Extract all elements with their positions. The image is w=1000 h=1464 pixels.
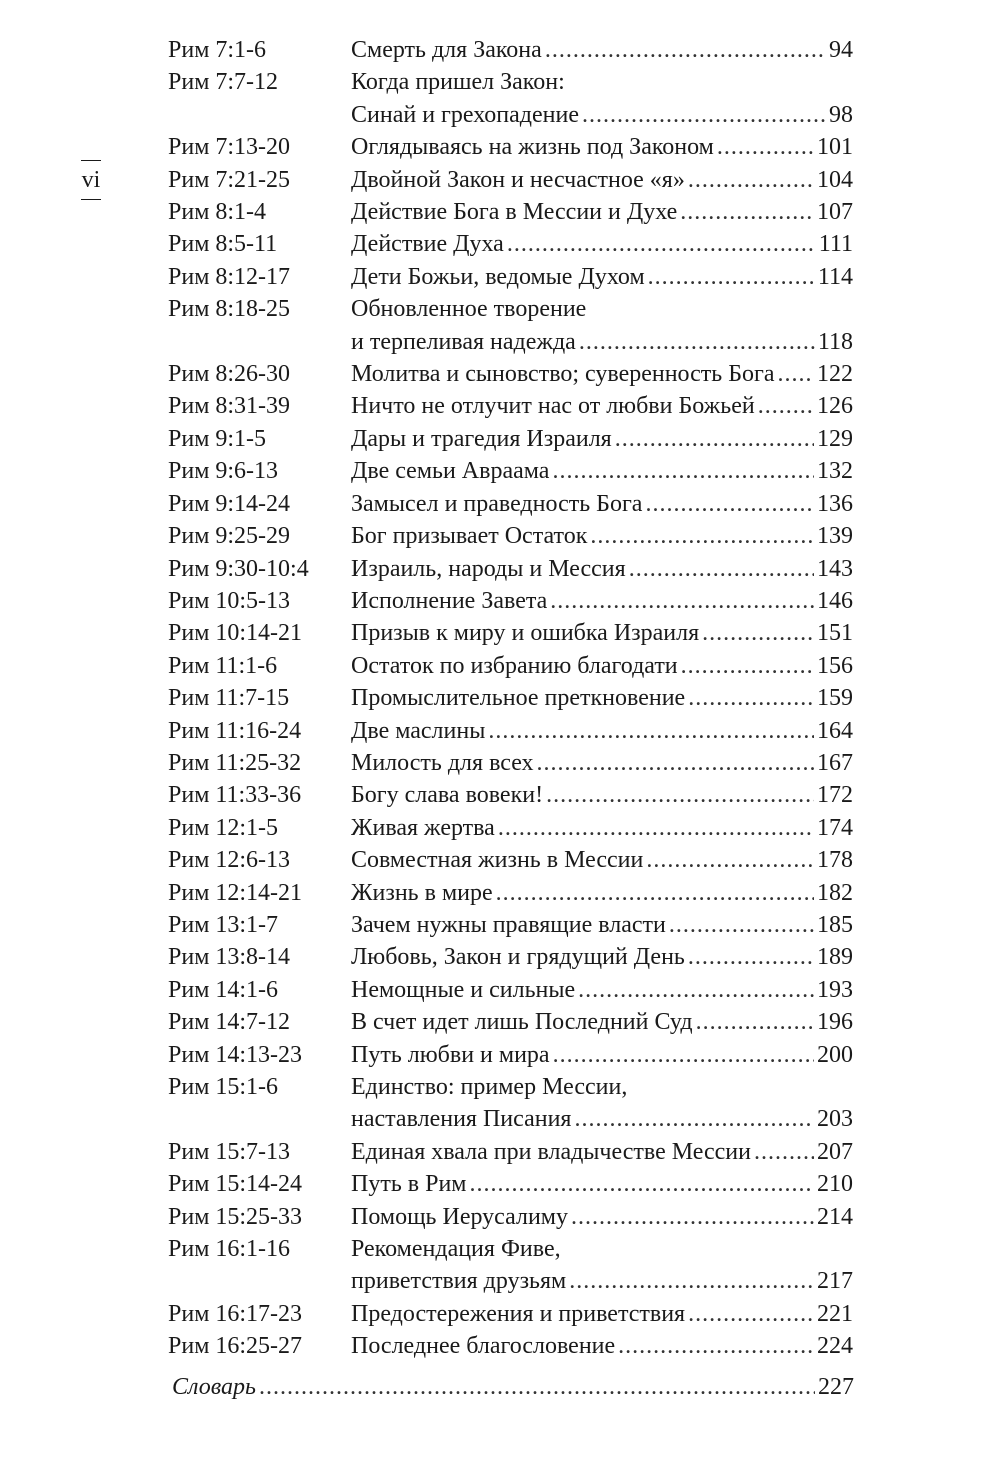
scripture-reference: Рим 15:1-6 bbox=[168, 1074, 279, 1100]
entry-page-number: 185 bbox=[817, 911, 853, 938]
entry-title-block bbox=[351, 1071, 853, 1136]
toc-entry[interactable] bbox=[168, 1006, 853, 1038]
entry-title-text: приветствия друзьям bbox=[351, 1268, 567, 1295]
scripture-reference: Рим 7:13-20 bbox=[168, 134, 291, 161]
entry-page-number: 146 bbox=[817, 587, 853, 614]
entry-title-line bbox=[351, 747, 853, 779]
entry-page-number: 159 bbox=[817, 685, 853, 712]
entry-title-block bbox=[351, 358, 853, 390]
entry-title-text: Две семьи Авраама bbox=[351, 458, 550, 485]
glossary-title: Словарь bbox=[172, 1374, 256, 1400]
scripture-reference: Рим 8:18-25 bbox=[168, 296, 291, 323]
dot-leader bbox=[615, 423, 814, 455]
entry-title-block bbox=[351, 909, 853, 941]
toc-entry[interactable] bbox=[168, 877, 853, 909]
entry-title-line bbox=[351, 585, 853, 617]
dot-leader bbox=[758, 390, 814, 422]
entry-title-line bbox=[351, 423, 853, 455]
dot-leader bbox=[754, 1136, 814, 1168]
entry-title-block bbox=[351, 812, 853, 844]
entry-title-line bbox=[351, 131, 853, 163]
entry-title-text: Последнее благословение bbox=[351, 1333, 616, 1360]
entry-page-number: 132 bbox=[817, 458, 853, 485]
entry-title-block bbox=[351, 747, 853, 779]
toc-entry[interactable] bbox=[168, 164, 853, 196]
entry-page-number: 139 bbox=[817, 523, 853, 550]
entry-title-text: Израиль, народы и Мессия bbox=[351, 555, 626, 582]
toc-entry[interactable] bbox=[168, 520, 853, 552]
entry-title-text: Двойной Закон и несчастное «я» bbox=[351, 166, 685, 193]
entry-title-line bbox=[351, 844, 853, 876]
dot-leader bbox=[688, 164, 814, 196]
entry-title-block bbox=[351, 1201, 853, 1233]
entry-title-line: Единство: пример Мессии, bbox=[351, 1074, 628, 1100]
entry-title-block bbox=[351, 1233, 853, 1298]
entry-page-number: 193 bbox=[817, 976, 853, 1003]
entry-title-line bbox=[351, 358, 853, 390]
scripture-reference: Рим 11:25-32 bbox=[168, 749, 302, 776]
entry-title-block bbox=[351, 164, 853, 196]
scripture-reference: Рим 16:1-16 bbox=[168, 1236, 291, 1263]
entry-page-number: 94 bbox=[829, 37, 853, 63]
entry-title-block bbox=[351, 293, 853, 358]
dot-leader bbox=[496, 877, 814, 909]
entry-title-line bbox=[351, 99, 853, 131]
entry-title-line bbox=[351, 1006, 853, 1038]
entry-title-block bbox=[351, 650, 853, 682]
entry-page-number: 167 bbox=[817, 749, 853, 776]
entry-title-text: Действие Духа bbox=[351, 231, 504, 258]
dot-leader bbox=[669, 909, 814, 941]
dot-leader bbox=[702, 617, 814, 649]
scripture-reference: Рим 14:1-6 bbox=[168, 976, 279, 1003]
entry-title-block bbox=[351, 488, 853, 520]
scripture-reference: Рим 9:14-24 bbox=[168, 490, 291, 517]
entry-page-number: 101 bbox=[817, 134, 853, 161]
dot-leader bbox=[537, 747, 814, 779]
entry-title-line bbox=[351, 812, 853, 844]
entry-page-number: 217 bbox=[817, 1268, 853, 1295]
dot-leader bbox=[681, 650, 814, 682]
scripture-reference: Рим 16:17-23 bbox=[168, 1300, 303, 1327]
entry-title-block bbox=[351, 553, 853, 585]
entry-title-text: Действие Бога в Мессии и Духе bbox=[351, 199, 678, 226]
toc-entry[interactable] bbox=[168, 585, 853, 617]
toc-entry[interactable] bbox=[168, 196, 853, 228]
dot-leader bbox=[550, 585, 814, 617]
entry-title-text: Жизнь в мире bbox=[351, 879, 493, 906]
entry-title-text: Живая жертва bbox=[351, 814, 495, 841]
entry-title-line bbox=[351, 164, 853, 196]
scripture-reference: Рим 8:12-17 bbox=[168, 263, 291, 290]
entry-page-number: 189 bbox=[817, 944, 853, 971]
entry-title-line bbox=[351, 617, 853, 649]
entry-title-text: Призыв к миру и ошибка Израиля bbox=[351, 620, 700, 647]
dot-leader bbox=[590, 520, 814, 552]
toc-entry[interactable] bbox=[168, 488, 853, 520]
scripture-reference: Рим 15:7-13 bbox=[168, 1138, 291, 1165]
entry-title-block bbox=[351, 1006, 853, 1038]
dot-leader bbox=[552, 455, 814, 487]
entry-title-line bbox=[351, 455, 853, 487]
entry-page-number: 107 bbox=[817, 199, 853, 226]
entry-title-line bbox=[351, 1330, 853, 1362]
entry-title-text: Остаток по избранию благодати bbox=[351, 652, 678, 679]
entry-page-number: 224 bbox=[817, 1333, 853, 1360]
entry-title-text: Оглядываясь на жизнь под Законом bbox=[351, 134, 714, 161]
scripture-reference: Рим 14:13-23 bbox=[168, 1041, 303, 1068]
dot-leader bbox=[259, 1371, 815, 1403]
toc-entry[interactable] bbox=[168, 1071, 853, 1136]
entry-title-text: Милость для всех bbox=[351, 749, 534, 776]
entry-title-block bbox=[351, 1039, 853, 1071]
entry-title-block bbox=[351, 228, 853, 260]
entry-page-number: 111 bbox=[818, 231, 853, 258]
dot-leader bbox=[582, 99, 826, 131]
entry-page-number: 164 bbox=[817, 717, 853, 744]
entry-title-line bbox=[351, 488, 853, 520]
entry-title-text: Дары и трагедия Израиля bbox=[351, 425, 612, 452]
entry-page-number: 98 bbox=[829, 101, 853, 128]
scripture-reference: Рим 16:25-27 bbox=[168, 1333, 303, 1360]
entry-title-block bbox=[351, 585, 853, 617]
entry-title-line bbox=[351, 1298, 853, 1330]
entry-title-text: Ничто не отлучит нас от любви Божьей bbox=[351, 393, 755, 420]
entry-page-number: 122 bbox=[817, 361, 853, 388]
entry-title-line bbox=[351, 1265, 853, 1297]
scripture-reference: Рим 10:5-13 bbox=[168, 587, 291, 614]
entry-title-block bbox=[351, 1330, 853, 1362]
entry-title-line: Когда пришел Закон: bbox=[351, 69, 565, 96]
entry-title-block bbox=[351, 974, 853, 1006]
scripture-reference: Рим 10:14-21 bbox=[168, 620, 303, 647]
entry-title-line bbox=[351, 261, 853, 293]
toc-entry[interactable] bbox=[168, 455, 853, 487]
scripture-reference: Рим 12:1-5 bbox=[168, 814, 279, 841]
entry-title-text: Молитва и сыновство; суверенность Бога bbox=[351, 361, 775, 388]
entry-page-number: 196 bbox=[817, 1009, 853, 1036]
entry-page-number: 114 bbox=[817, 263, 853, 290]
entry-page-number: 221 bbox=[817, 1300, 853, 1327]
entry-title-text: Смерть для Закона bbox=[351, 37, 542, 63]
entry-title-text: Путь в Рим bbox=[351, 1171, 467, 1198]
scripture-reference: Рим 9:1-5 bbox=[168, 425, 267, 452]
entry-page-number: 126 bbox=[817, 393, 853, 420]
scripture-reference: Рим 13:1-7 bbox=[168, 911, 279, 938]
entry-title-block bbox=[351, 779, 853, 811]
entry-title-line: Обновленное творение bbox=[351, 296, 587, 323]
scripture-reference: Рим 11:7-15 bbox=[168, 685, 290, 712]
dot-leader bbox=[578, 974, 814, 1006]
entry-title-block bbox=[351, 715, 853, 747]
toc-entry[interactable] bbox=[168, 1136, 853, 1168]
toc-entry[interactable] bbox=[168, 293, 853, 358]
entry-title-line bbox=[351, 682, 853, 714]
toc-entry[interactable] bbox=[168, 715, 853, 747]
entry-title-block bbox=[351, 844, 853, 876]
entry-title-text: Дети Божьи, ведомые Духом bbox=[351, 263, 645, 290]
entry-title-text: Исполнение Завета bbox=[351, 587, 548, 614]
toc-entry[interactable] bbox=[168, 909, 853, 941]
entry-title-block bbox=[351, 1136, 853, 1168]
entry-title-text: Богу слава вовеки! bbox=[351, 782, 544, 809]
dot-leader bbox=[488, 715, 814, 747]
entry-title-line bbox=[351, 715, 853, 747]
dot-leader bbox=[507, 228, 816, 260]
entry-title-block bbox=[351, 617, 853, 649]
dot-leader bbox=[629, 553, 814, 585]
dot-leader bbox=[688, 941, 814, 973]
entry-page-number: 214 bbox=[817, 1203, 853, 1230]
dot-leader bbox=[778, 358, 814, 390]
entry-page-number: 151 bbox=[817, 620, 853, 647]
glossary-page-number: 227 bbox=[818, 1374, 854, 1400]
toc-entry[interactable] bbox=[168, 553, 853, 585]
entry-title-block bbox=[351, 34, 853, 66]
entry-title-block bbox=[351, 261, 853, 293]
toc-entry[interactable] bbox=[168, 131, 853, 163]
toc-entry[interactable] bbox=[168, 1039, 853, 1071]
entry-title-line bbox=[351, 941, 853, 973]
scripture-reference: Рим 8:1-4 bbox=[168, 199, 267, 226]
dot-leader bbox=[645, 488, 814, 520]
entry-page-number: 129 bbox=[817, 425, 853, 452]
entry-page-number: 203 bbox=[817, 1106, 853, 1133]
entry-page-number: 104 bbox=[817, 166, 853, 193]
toc-entry[interactable] bbox=[168, 1330, 853, 1362]
entry-page-number: 210 bbox=[817, 1171, 853, 1198]
scripture-reference: Рим 12:14-21 bbox=[168, 879, 303, 906]
scripture-reference: Рим 8:31-39 bbox=[168, 393, 291, 420]
dot-leader bbox=[618, 1330, 814, 1362]
entry-title-text: Замысел и праведность Бога bbox=[351, 490, 643, 517]
entry-page-number: 207 bbox=[817, 1138, 853, 1165]
dot-leader bbox=[688, 1298, 814, 1330]
entry-title-line: Рекомендация Фиве, bbox=[351, 1236, 561, 1263]
scripture-reference: Рим 11:16-24 bbox=[168, 717, 302, 744]
entry-title-block bbox=[351, 423, 853, 455]
toc-entry[interactable] bbox=[168, 423, 853, 455]
toc-entry[interactable] bbox=[168, 844, 853, 876]
scripture-reference: Рим 12:6-13 bbox=[168, 847, 291, 874]
entry-title-line bbox=[351, 390, 853, 422]
entry-title-text: Зачем нужны правящие власти bbox=[351, 911, 666, 938]
toc-entry[interactable] bbox=[168, 358, 853, 390]
dot-leader bbox=[717, 131, 814, 163]
page-number-marker bbox=[60, 160, 122, 200]
scripture-reference: Рим 7:1-6 bbox=[168, 37, 267, 63]
toc-entry[interactable] bbox=[168, 390, 853, 422]
entry-title-line bbox=[351, 196, 853, 228]
entry-title-line bbox=[351, 1103, 853, 1135]
entry-title-line bbox=[351, 326, 853, 358]
scripture-reference: Рим 8:5-11 bbox=[168, 231, 278, 258]
entry-page-number: 200 bbox=[817, 1041, 853, 1068]
dot-leader bbox=[574, 1103, 814, 1135]
dot-leader bbox=[569, 1265, 814, 1297]
scripture-reference: Рим 9:6-13 bbox=[168, 458, 279, 485]
scripture-reference: Рим 14:7-12 bbox=[168, 1009, 291, 1036]
entry-title-line bbox=[351, 909, 853, 941]
entry-title-text: Синай и грехопадение bbox=[351, 101, 579, 128]
entry-title-text: Предостережения и приветствия bbox=[351, 1300, 686, 1327]
page-number: vi bbox=[81, 167, 101, 193]
dot-leader bbox=[680, 196, 814, 228]
toc-entry[interactable] bbox=[168, 747, 853, 779]
entry-page-number: 136 bbox=[817, 490, 853, 517]
entry-title-text: Любовь, Закон и грядущий День bbox=[351, 944, 685, 971]
entry-title-line bbox=[351, 779, 853, 811]
toc-entry[interactable] bbox=[168, 1233, 853, 1298]
scripture-reference: Рим 15:14-24 bbox=[168, 1171, 303, 1198]
scripture-reference: Рим 13:8-14 bbox=[168, 944, 291, 971]
entry-title-line bbox=[351, 1039, 853, 1071]
entry-title-block bbox=[351, 1168, 853, 1200]
entry-title-text: Немощные и сильные bbox=[351, 976, 576, 1003]
dot-leader bbox=[646, 844, 814, 876]
toc-entry[interactable] bbox=[168, 261, 853, 293]
entry-title-block bbox=[351, 1298, 853, 1330]
entry-title-line bbox=[351, 228, 853, 260]
entry-title-line bbox=[351, 553, 853, 585]
entry-title-text: Бог призывает Остаток bbox=[351, 523, 588, 550]
entry-title-line bbox=[351, 650, 853, 682]
dot-leader bbox=[571, 1201, 814, 1233]
dot-leader bbox=[545, 34, 826, 66]
entry-title-line bbox=[351, 520, 853, 552]
entry-title-block bbox=[351, 682, 853, 714]
scripture-reference: Рим 8:26-30 bbox=[168, 361, 291, 388]
entry-title-block bbox=[351, 131, 853, 163]
entry-page-number: 118 bbox=[817, 328, 853, 355]
entry-title-block bbox=[351, 66, 853, 131]
entry-title-block bbox=[351, 941, 853, 973]
entry-title-line bbox=[351, 1201, 853, 1233]
dot-leader bbox=[688, 682, 814, 714]
entry-title-line bbox=[351, 1136, 853, 1168]
entry-title-text: Путь любви и мира bbox=[351, 1041, 550, 1068]
toc-entry[interactable] bbox=[168, 228, 853, 260]
dot-leader bbox=[498, 812, 814, 844]
table-of-contents bbox=[168, 34, 853, 1363]
entry-title-text: Две маслины bbox=[351, 717, 486, 744]
dot-leader bbox=[546, 779, 814, 811]
entry-page-number: 182 bbox=[817, 879, 853, 906]
entry-title-text: наставления Писания bbox=[351, 1106, 572, 1133]
toc-entry[interactable] bbox=[168, 682, 853, 714]
scripture-reference: Рим 9:30-10:4 bbox=[168, 555, 309, 582]
entry-page-number: 174 bbox=[817, 814, 853, 841]
entry-title-block bbox=[351, 455, 853, 487]
entry-page-number: 156 bbox=[817, 652, 853, 679]
entry-title-text: Помощь Иерусалиму bbox=[351, 1203, 568, 1230]
toc-entry-glossary[interactable] bbox=[172, 1371, 854, 1403]
entry-title-block bbox=[351, 520, 853, 552]
toc-entry[interactable] bbox=[168, 1201, 853, 1233]
entry-title-line bbox=[351, 974, 853, 1006]
scripture-reference: Рим 9:25-29 bbox=[168, 523, 291, 550]
scripture-reference: Рим 7:7-12 bbox=[168, 69, 279, 96]
entry-title-line bbox=[351, 34, 853, 66]
toc-entry[interactable] bbox=[168, 941, 853, 973]
toc-entry[interactable] bbox=[168, 1168, 853, 1200]
scripture-reference: Рим 11:33-36 bbox=[168, 782, 302, 809]
toc-entry[interactable] bbox=[168, 617, 853, 649]
scripture-reference: Рим 7:21-25 bbox=[168, 166, 291, 193]
entry-title-line bbox=[351, 1168, 853, 1200]
scripture-reference: Рим 11:1-6 bbox=[168, 652, 278, 679]
dot-leader bbox=[553, 1039, 814, 1071]
toc-entry[interactable] bbox=[168, 974, 853, 1006]
entry-title-block bbox=[351, 390, 853, 422]
toc-entry[interactable] bbox=[168, 66, 853, 131]
toc-entry[interactable] bbox=[168, 779, 853, 811]
entry-title-block bbox=[351, 877, 853, 909]
entry-title-text: Промыслительное преткновение bbox=[351, 685, 686, 712]
entry-title-text: В счет идет лишь Последний Суд bbox=[351, 1009, 693, 1036]
entry-title-block bbox=[351, 196, 853, 228]
entry-page-number: 172 bbox=[817, 782, 853, 809]
toc-entry[interactable] bbox=[168, 650, 853, 682]
entry-title-text: Совместная жизнь в Мессии bbox=[351, 847, 644, 874]
dot-leader bbox=[579, 326, 815, 358]
scripture-reference: Рим 15:25-33 bbox=[168, 1203, 303, 1230]
entry-title-text: и терпеливая надежда bbox=[351, 328, 576, 355]
toc-entry[interactable] bbox=[168, 1298, 853, 1330]
dot-leader bbox=[469, 1168, 814, 1200]
entry-title-text: Единая хвала при владычестве Мессии bbox=[351, 1138, 751, 1165]
toc-entry[interactable] bbox=[168, 34, 853, 66]
dot-leader bbox=[648, 261, 815, 293]
entry-page-number: 143 bbox=[817, 555, 853, 582]
entry-page-number: 178 bbox=[817, 847, 853, 874]
dot-leader bbox=[696, 1006, 814, 1038]
entry-title-line bbox=[351, 877, 853, 909]
toc-entry[interactable] bbox=[168, 812, 853, 844]
